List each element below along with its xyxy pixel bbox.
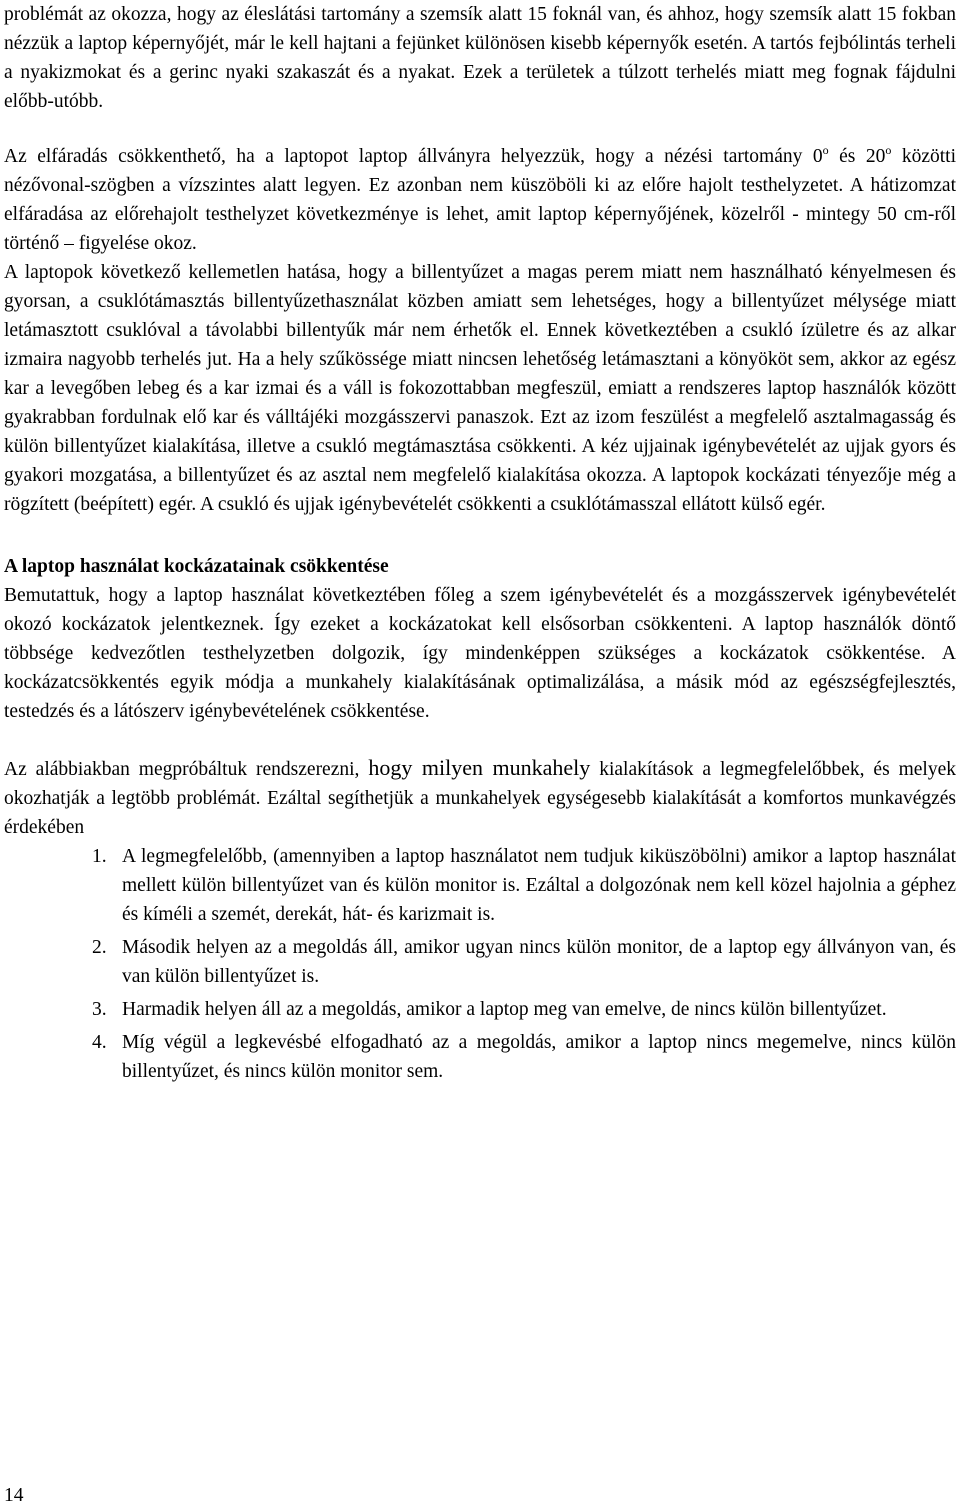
paragraph-fatigue-text-3: közötti nézővonal-szögben a vízszintes alatt legyen. Ez azonban nem küszöböli ki az előre hajolt testhelyzetet. A hátizomzat elfáradása az előrehajolt testhelyzet következménye is lehet, amit laptop képernyőjének, közelről - mintegy 50 cm-ről történő – figyelése okoz. [4, 146, 956, 254]
paragraph-risk-summary: Bemutattuk, hogy a laptop használat következtében főleg a szem igénybevételét és a mozgásszervek igénybevételét okozó kockázatok jelentkeznek. Így ezeket a kockázatokat kell elsősorban csökkenteni. A laptop használók döntő többsége kedvezőtlen testhelyzetben dolgozik, így mindenképpen szükséges a kockázatok csökkentése. A kockázatcsökkentés egyik módja a munkahely kialakításának optimalizálása, a másik mód az egészségfejlesztés, testedzés és a látószerv igénybevételének csökkentése. [4, 585, 956, 722]
degree-superscript-2: o [885, 143, 892, 157]
list-item-text: Harmadik helyen áll az a megoldás, amikor a laptop meg van emelve, de nincs külön billentyűzet. [122, 999, 887, 1020]
list-item [4, 1028, 956, 1086]
paragraph-continuation: problémát az okozza, hogy az éleslátási tartomány a szemsík alatt 15 foknál van, és ahhoz, hogy szemsík alatt 15 fokban nézzük a laptop képernyőjét, már le kell hajtani a fejünket különösen kisebb képernyők esetén. A tartós fejbólintás terheli a nyakizmokat és a gerinc nyaki szakaszát és a nyakat. Ezek a területek a túlzott terhelés miatt meg fognak fájdulni előbb-utóbb. [4, 4, 956, 112]
paragraph-workplace-intro [4, 753, 956, 842]
list-item-number: 2. [92, 937, 107, 958]
list-item-text: Míg végül a legkevésbé elfogadható az a megoldás, amikor a laptop nincs megemelve, nincs külön billentyűzet, és nincs külön monitor sem. [122, 1032, 956, 1082]
list-item-text: Második helyen az a megoldás áll, amikor ugyan nincs külön monitor, de a laptop egy állványon van, és van külön billentyűzet is. [122, 937, 956, 987]
document-page [4, 0, 956, 1086]
list-item-text: A legmegfelelőbb, (amennyiben a laptop használatot nem tudjuk kiküszöbölni) amikor a laptop használat mellett külön billentyűzet van és külön monitor is. Ezáltal a dolgozónak nem kell közel hajolnia a géphez és kíméli a szemét, derekát, hát- és karizmait is. [122, 846, 956, 925]
paragraph-fatigue-text-2: és 20 [828, 146, 886, 167]
list-item [4, 842, 956, 929]
paragraph-fatigue-reduction [4, 142, 956, 258]
section-heading: A laptop használat kockázatainak csökkentése [4, 556, 389, 577]
paragraph-keyboard-effects: A laptopok következő kellemetlen hatása, hogy a billentyűzet a magas perem miatt nem használható kényelmesen és gyorsan, a csuklótámasztás billentyűzethasználat közben amiatt sem lehetséges, hogy a billentyűzet mélysége miatt letámasztott csuklóval a távolabbi billentyűk már nem érhetők el. Ennek következtében a csukló ízületre és az alkar izmaira nagyobb terhelés jut. Ha a hely szűkössége miatt nincsen lehetőség letámasztani a könyököt sem, akkor az egész kar a levegőben lebeg és a kar izmai és a váll is fokozottabban megfeszül, emiatt a rendszeres laptop használók között gyakrabban fordulnak elő kar és válltájéki mozgásszervi panaszok. Ezt az izom feszülést a megfelelő asztalmagasság és külön billentyűzet kialakítása, illetve a csukló megtámasztása csökkenti. A kéz ujjainak igénybevételét az ujjak gyors és gyakori mozgatása, a billentyűzet és az asztal nem megfelelő kialakítása okozza. A laptopok kockázati tényezője még a rögzített (beépített) egér. A csukló és ujjak igénybevételét csökkenti a csuklótámasszal ellátott külső egér. [4, 262, 956, 515]
list-item [4, 933, 956, 991]
ranked-solutions-list [4, 842, 956, 1086]
list-item-number: 3. [92, 999, 107, 1020]
paragraph-intro-emphasis: hogy milyen munkahely [368, 755, 591, 780]
list-item [4, 995, 956, 1024]
list-item-number: 1. [92, 846, 107, 867]
page-number: 14 [4, 1485, 24, 1506]
paragraph-intro-text-2: kialakítások a legmegfelelőbbek, és melyek okozhatják a legtöbb problémát. Ezáltal segíthetjük a munkahelyek egységesebb kialakítását a komfortos munkavégzés érdekében [4, 759, 956, 838]
paragraph-intro-text-1: Az alábbiakban megpróbáltuk rendszerezni, [4, 759, 369, 780]
degree-superscript-1: o [822, 143, 829, 157]
paragraph-fatigue-text-1: Az elfáradás csökkenthető, ha a laptopot laptop állványra helyezzük, hogy a nézési tartomány 0 [4, 146, 823, 167]
list-item-number: 4. [92, 1032, 107, 1053]
